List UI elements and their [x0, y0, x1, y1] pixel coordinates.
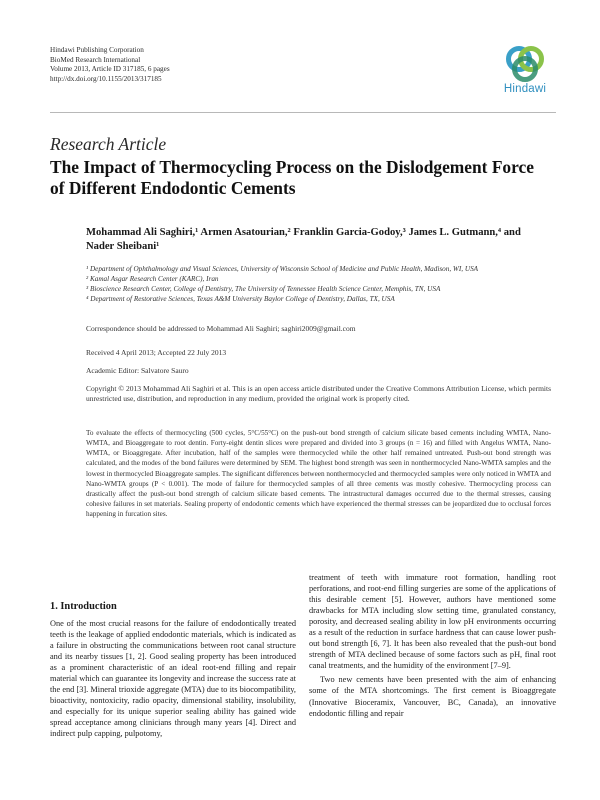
affiliation-3: ³ Bioscience Research Center, College of Dentistry, The University of Tennessee Health Science Center, Memphis, TN, USA — [86, 285, 441, 294]
volume-info: Volume 2013, Article ID 317185, 6 pages — [50, 65, 170, 74]
author-list: Mohammad Ali Saghiri,¹ Armen Asatourian,² Franklin Garcia-Godoy,³ James L. Gutmann,⁴ and Nader Sheibani¹ — [86, 227, 521, 252]
article-title: The Impact of Thermocycling Process on the Dislodgement Force of Different Endodontic Cements — [50, 157, 534, 198]
publication-info — [50, 46, 170, 84]
abstract: To evaluate the effects of thermocycling (500 cycles, 5°C/55°C) on the push-out bond strength of calcium silicate based cements including WMTA, Nano-WMTA, and Bioaggregate to root dentin. Forty-eight dentin slices were prepared and divided into 3 groups (n = 16) and filled with Angelus WMTA, Nano-WMTA, or Bioaggregate. After incubation, half of the samples were thermocycled while the other half remained untreated. Push-out bond strength was calculated, and the modes of the bond failures were determined by SEM. The highest bond strength was seen in nonthermocycled Nano-WMTA samples and the lowest in thermocycled Bioaggregate samples. The significant differences between nonthermocycled and thermocycled samples were only noticed in WMTA and Nano-WMTA groups (P < 0.001). The mode of failure for thermocycled samples of all three cements was mostly cohesive. Thermocycling process can drastically affect the push-out bond strength of calcium silicate based cements. The intrastructural damages occurred due to the thermal stresses, causing cohesive failures in set materials. Sealing property of endodontic cements which have experienced the thermal stresses can be jeopardized due to occlusal forces happening in furcation sites. — [86, 429, 551, 519]
header-divider — [50, 112, 556, 113]
hindawi-logo-icon — [503, 44, 547, 84]
copyright-notice: Copyright © 2013 Mohammad Ali Saghiri et al. This is an open access article distributed under the Creative Commons Attribution License, which permits unrestricted use, distribution, and reproduction in any medium, provided the original work is properly cited. — [86, 384, 551, 404]
logo-wordmark: Hindawi — [503, 83, 547, 95]
article-type: Research Article — [50, 134, 167, 154]
column-right-paragraph-2: Two new cements have been presented with the aim of enhancing some of the MTA shortcomings. The first cement is Bioaggregate (Innovative Bioceramix, Vancouver, BC, Canada), an innovative endodontic filling and repair — [309, 675, 556, 718]
hindawi-logo — [494, 44, 556, 95]
column-left-paragraph: One of the most crucial reasons for the failure of endodontically treated teeth is the leakage of applied endodontic materials, which is indicated as a failure in obstructing the communications between root canal structure and its nearby tissues [1, 2]. Good sealing property has been introduced as a prominent characteristic of an ideal root-end filling and repair material which can guarantee its longevity and increase the success rate at the end [3]. Mineral trioxide aggregate (MTA) due to its biocompatibility, bioactivity, nontoxicity, radio opacity, dimensional stability, insolubility, and especially for its unique superior sealing ability has gained wide spread acceptance among clinicians through many years [4]. Direct and indirect pulp capping, pulpotomy, — [50, 619, 296, 739]
journal-name: BioMed Research International — [50, 55, 141, 64]
affiliation-4: ⁴ Department of Restorative Sciences, Texas A&M University Baylor College of Dentistry, Dallas, TX, USA — [86, 295, 395, 304]
section-heading-introduction: 1. Introduction — [50, 601, 117, 612]
correspondence: Correspondence should be addressed to Mohammad Ali Saghiri; saghiri2009@gmail.com — [86, 324, 356, 333]
affiliations — [86, 264, 556, 304]
received-dates: Received 4 April 2013; Accepted 22 July 2013 — [86, 348, 227, 357]
academic-editor: Academic Editor: Salvatore Sauro — [86, 366, 189, 375]
doi-link[interactable]: http://dx.doi.org/10.1155/2013/317185 — [50, 74, 162, 83]
publisher-name: Hindawi Publishing Corporation — [50, 46, 144, 54]
column-right-paragraph-1: treatment of teeth with immature root formation, handling root perforations, and root-end filling surgeries are some of the applications of this desirable cement [5]. However, authors have mentioned some drawbacks for MTA including slow setting time, granulated constancy, porosity, and decreased sealing ability in low pH environments occurring as a result of the reduction in surface hardness that can cause lower push-out bond strength [6, 7]. It has been also revealed that the push-out bond strength of MTA declined because of some factors such as pH, final root canal treatments, and the humidity of the environment [7–9]. — [309, 573, 556, 671]
affiliation-1: ¹ Department of Ophthalmology and Visual Sciences, University of Wisconsin School of Medicine and Public Health, Madison, WI, USA — [86, 265, 479, 273]
affiliation-2: ² Kamal Asgar Research Center (KARC), Iran — [86, 275, 219, 284]
column-right — [309, 572, 556, 719]
